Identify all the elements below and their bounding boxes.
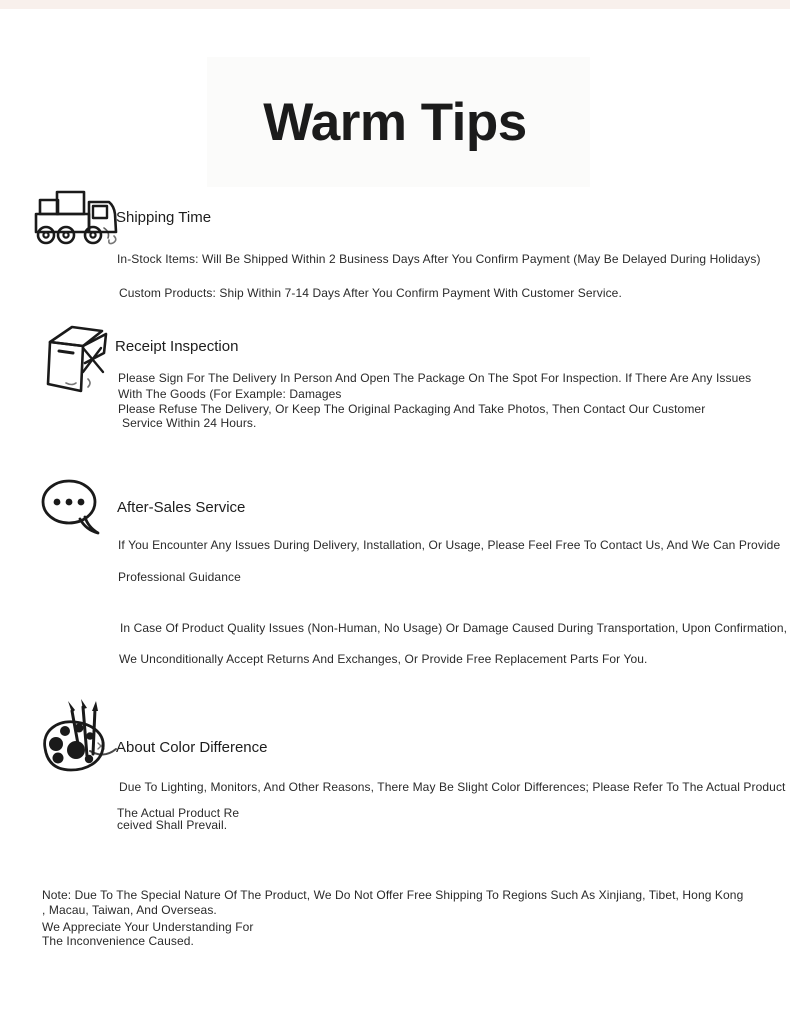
after-sales-line-3: In Case Of Product Quality Issues (Non-Human, No Usage) Or Damage Caused During Transportation, Upon Confirmation, [120, 621, 788, 635]
note-line-1: Note: Due To The Special Nature Of The Product, We Do Not Offer Free Shipping To Regions Such As Xinjiang, Tibet, Hong Kong [42, 888, 744, 902]
shipping-line-2: Custom Products: Ship Within 7-14 Days After You Confirm Payment With Customer Service. [119, 286, 622, 300]
after-sales-line-2: Professional Guidance [118, 570, 241, 584]
truck-icon [30, 188, 122, 246]
color-difference-heading: About Color Difference [116, 739, 268, 756]
receipt-line-3: Please Refuse The Delivery, Or Keep The Original Packaging And Take Photos, Then Contact Our Customer [118, 402, 706, 416]
page-title: Warm Tips [263, 93, 527, 152]
receipt-line-1: Please Sign For The Delivery In Person And Open The Package On The Spot For Inspection. If There Are Any Issues [118, 371, 752, 385]
paint-palette-icon [34, 699, 118, 776]
after-sales-line-1: If You Encounter Any Issues During Delivery, Installation, Or Usage, Please Feel Free To Contact Us, And We Can Provide [118, 538, 781, 552]
receipt-inspection-heading: Receipt Inspection [115, 338, 239, 355]
note-line-4: The Inconvenience Caused. [42, 934, 194, 948]
color-difference-line-2: The Actual Product Re [117, 806, 240, 820]
note-line-3: We Appreciate Your Understanding For [42, 920, 254, 934]
chat-bubble-icon [40, 477, 104, 537]
receipt-line-2: With The Goods (For Example: Damages [118, 387, 342, 401]
package-box-icon [42, 321, 114, 397]
shipping-time-heading: Shipping Time [116, 209, 212, 226]
after-sales-line-4: We Unconditionally Accept Returns And Exchanges, Or Provide Free Replacement Parts For You. [119, 652, 648, 666]
color-difference-line-3: ceived Shall Prevail. [117, 818, 228, 832]
note-line-2: , Macau, Taiwan, And Overseas. [42, 903, 217, 917]
top-accent-band [0, 0, 790, 9]
shipping-line-1: In-Stock Items: Will Be Shipped Within 2 Business Days After You Confirm Payment (May Be Delayed During Holidays) [117, 252, 761, 266]
receipt-line-4: Service Within 24 Hours. [122, 416, 257, 430]
after-sales-heading: After-Sales Service [117, 499, 246, 516]
color-difference-line-1: Due To Lighting, Monitors, And Other Reasons, There May Be Slight Color Differences; Please Refer To The Actual Product [119, 780, 786, 794]
